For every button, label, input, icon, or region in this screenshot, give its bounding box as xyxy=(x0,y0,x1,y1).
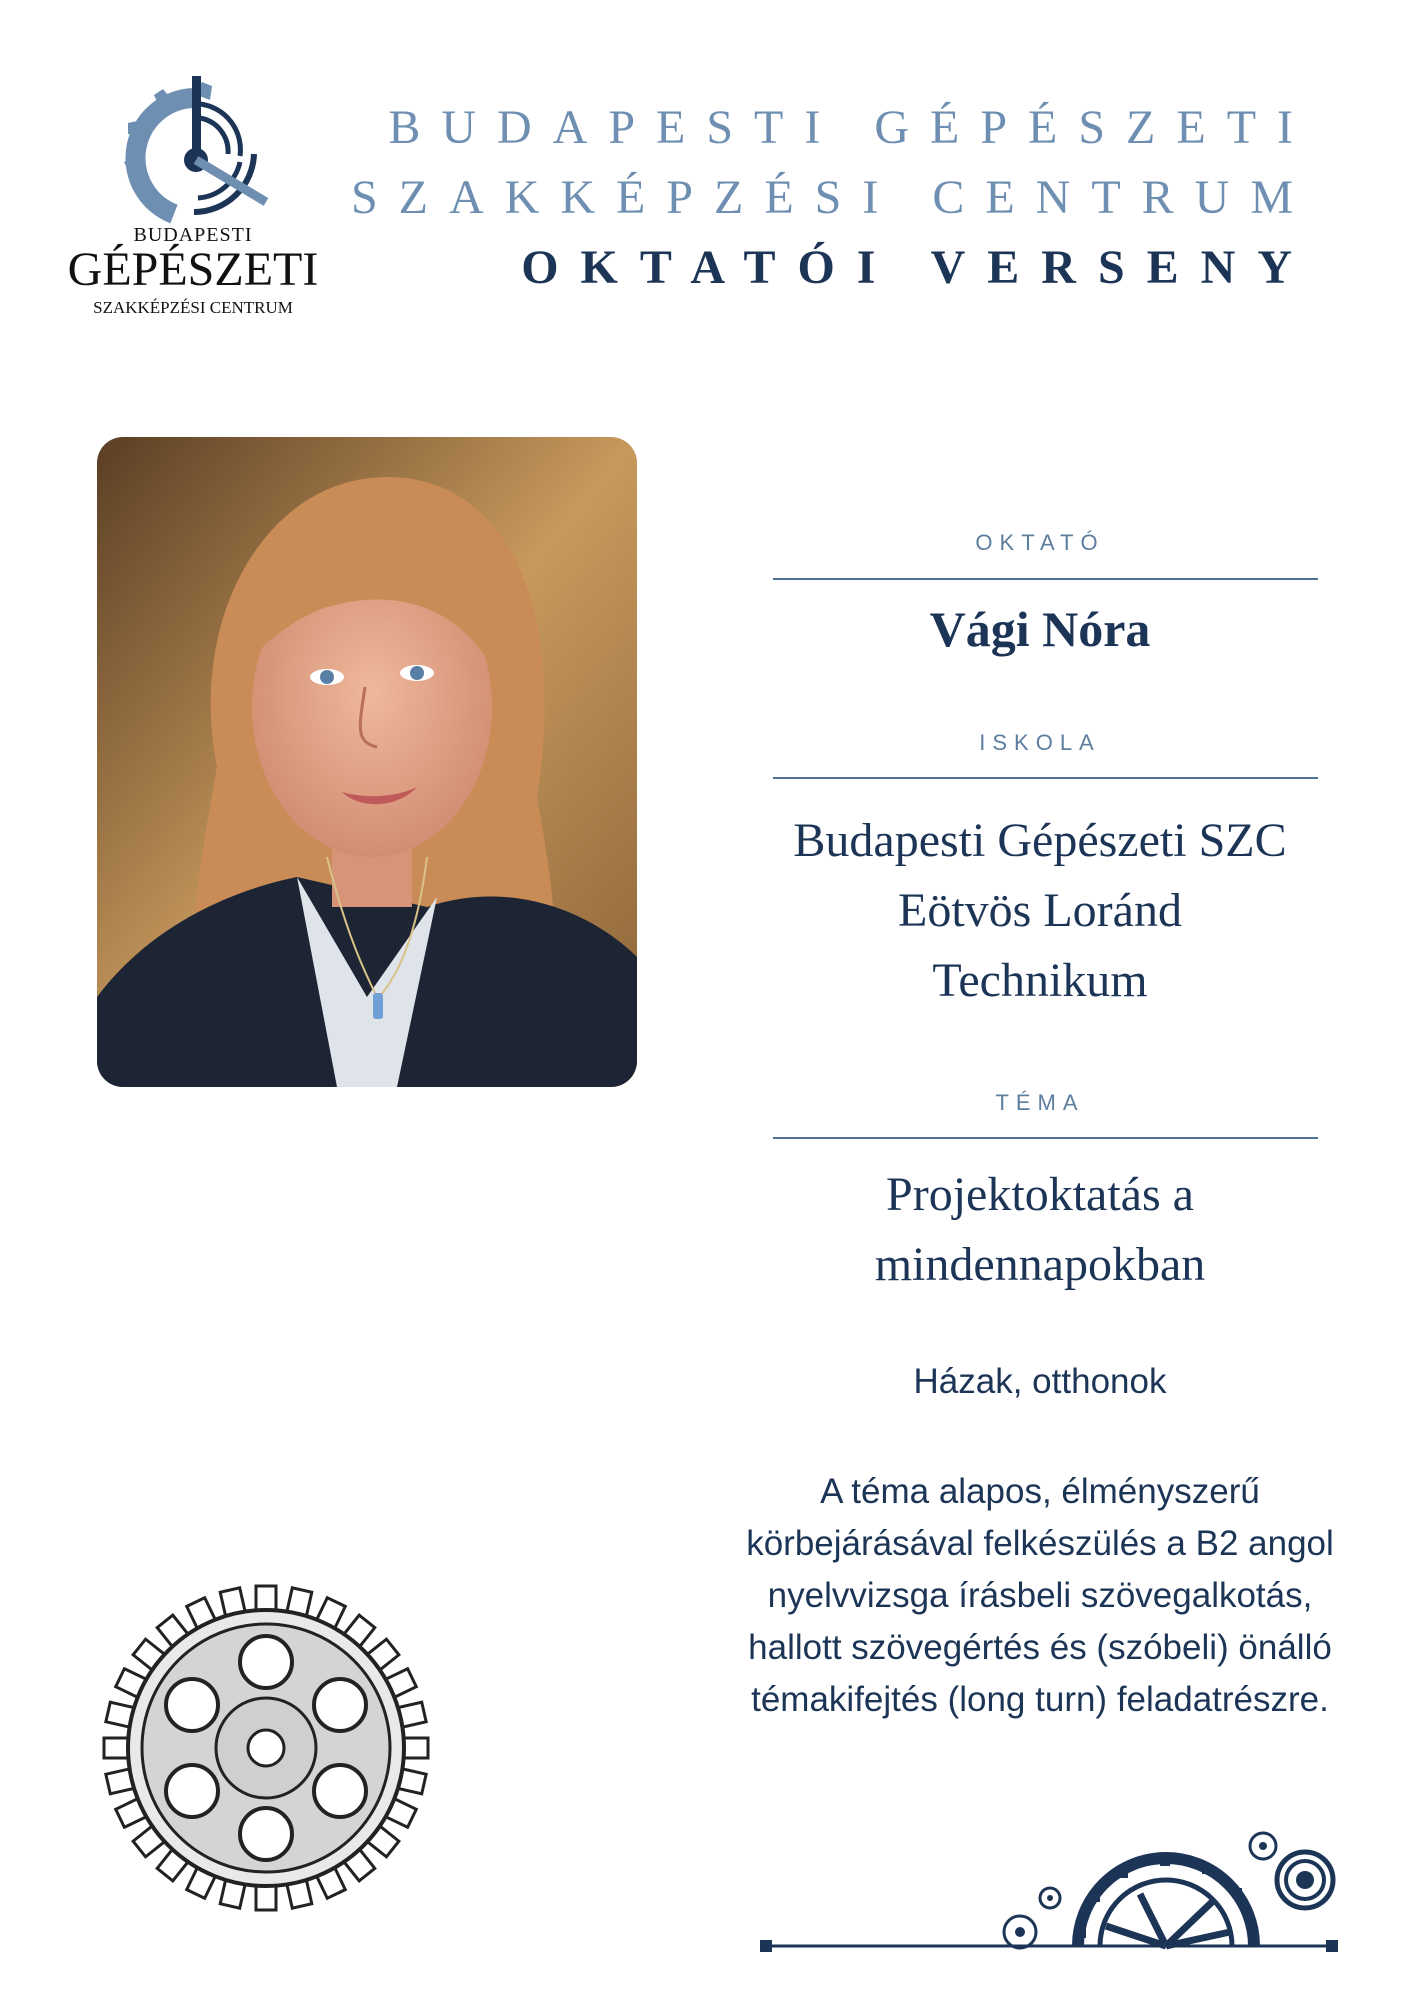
gear-illustration-icon xyxy=(98,1580,434,1916)
topic-label: TÉMA xyxy=(995,1090,1085,1115)
divider-topic xyxy=(773,1137,1318,1139)
topic-description xyxy=(700,1466,1380,1726)
description-line: A téma alapos, élményszerű xyxy=(820,1472,1260,1511)
divider-instructor xyxy=(773,578,1318,580)
school-label: ISKOLA xyxy=(979,730,1101,755)
school-name-line: Eötvös Loránd xyxy=(898,884,1182,937)
instructor-photo xyxy=(97,437,637,1087)
school-name-line: Budapesti Gépészeti SZC xyxy=(793,814,1287,867)
header-title-line2: SZAKKÉPZÉSI CENTRUM xyxy=(350,171,1314,224)
gears-line-decoration-icon xyxy=(760,1828,1340,1953)
logo-gear-icon xyxy=(114,74,274,226)
header-subtitle: OKTATÓI VERSENY xyxy=(521,241,1314,294)
school-name xyxy=(740,806,1340,1016)
school-logo xyxy=(62,74,324,324)
logo-text-main: GÉPÉSZETI xyxy=(67,243,319,296)
topic-title-line: mindennapokban xyxy=(874,1238,1206,1291)
instructor-label: OKTATÓ xyxy=(975,530,1105,555)
logo-text-bottom: SZAKKÉPZÉSI CENTRUM xyxy=(93,298,293,317)
description-line: nyelvvizsga írásbeli szövegalkotás, xyxy=(767,1576,1313,1615)
description-line: témakifejtés (long turn) feladatrészre. xyxy=(751,1680,1329,1719)
logo-text-top: BUDAPESTI xyxy=(133,224,253,246)
description-line: hallott szövegértés és (szóbeli) önálló xyxy=(748,1628,1332,1667)
header-title-line1: BUDAPESTI GÉPÉSZETI xyxy=(388,101,1314,154)
subtopic: Házak, otthonok xyxy=(913,1362,1167,1401)
school-name-line: Technikum xyxy=(932,954,1148,1007)
divider-school xyxy=(773,777,1318,779)
instructor-name: Vági Nóra xyxy=(929,601,1151,657)
description-line: körbejárásával felkészülés a B2 angol xyxy=(746,1524,1334,1563)
topic-title xyxy=(740,1160,1340,1300)
topic-title-line: Projektoktatás a xyxy=(886,1168,1194,1221)
